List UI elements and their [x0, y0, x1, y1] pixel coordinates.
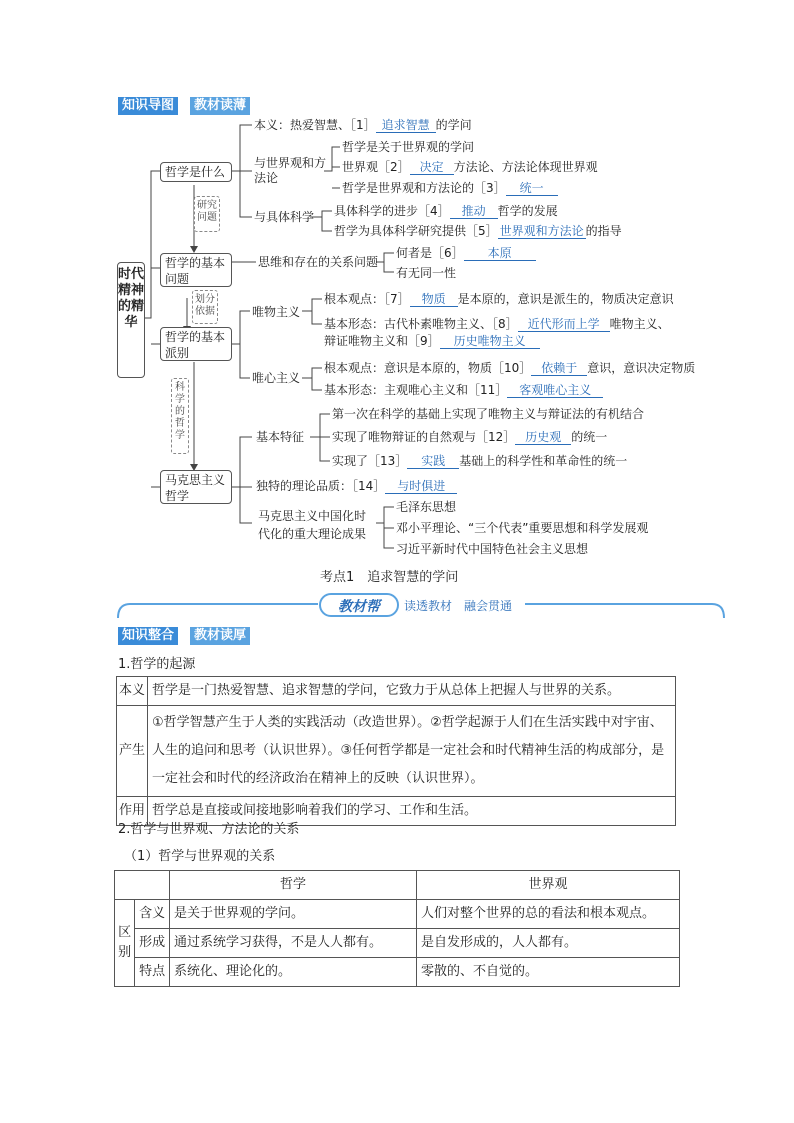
- origin-table: [116, 676, 676, 826]
- line-2c: 哲学是世界观和方法论的［3］ 统一: [342, 181, 558, 196]
- table-row: [115, 929, 680, 958]
- answer-8: 近代形而上学: [518, 317, 610, 332]
- line-7b: 实现了唯物辩证的自然观与［12］ 历史观 的统一: [332, 430, 608, 444]
- root-node-era-spirit: 时代精神的精华: [117, 262, 145, 378]
- line-4-label: 思维和存在的关系问题: [258, 255, 379, 269]
- line-7-label: 基本特征: [256, 430, 305, 444]
- cell-philosophy: 系统化、理论化的。: [170, 958, 417, 987]
- row-text: 哲学总是直接或间接地影响着我们的学习、工作和生活。: [148, 797, 676, 826]
- row-label: 本义: [117, 677, 148, 706]
- node-basic-schools: 哲学的基本派别: [160, 327, 232, 361]
- answer-1: 追求智慧: [376, 118, 436, 133]
- banner-title: 教材帮: [338, 599, 380, 615]
- line-3-label: 与具体科学: [254, 210, 315, 224]
- answer-4: 推动: [450, 204, 498, 219]
- row-label: 作用: [117, 797, 148, 826]
- textbook-thin-badge: 教材读薄: [190, 97, 250, 115]
- answer-2: 决定: [410, 160, 454, 175]
- line-5b: 基本形态：古代朴素唯物主义、［8］ 近代形而上学 唯物主义、: [324, 317, 670, 331]
- knowledge-map-badge: 知识导图: [118, 97, 178, 115]
- line-9b: 代化的重大理论成果: [258, 527, 367, 541]
- group-label: 区别: [115, 900, 135, 987]
- answer-3: 统一: [506, 181, 558, 196]
- line-3a: 具体科学的进步［4］ 推动 哲学的发展: [334, 204, 558, 218]
- row-label: 特点: [135, 958, 170, 987]
- line-2a: 哲学是关于世界观的学问: [342, 140, 475, 154]
- cell-worldview: 人们对整个世界的总的看法和根本观点。: [417, 900, 680, 929]
- cell-philosophy: 是关于世界观的学问。: [170, 900, 417, 929]
- answer-7: 物质: [410, 292, 458, 307]
- line-8: 独特的理论品质：［14］ 与时俱进: [256, 479, 457, 494]
- node-marxist-philosophy: 马克思主义哲学: [160, 470, 232, 504]
- banner-subtitle: 读透教材 融会贯通: [404, 599, 513, 613]
- line-4b: 有无同一性: [396, 266, 457, 280]
- table-row: [115, 871, 680, 900]
- node-basic-question: 哲学的基本问题: [160, 253, 232, 287]
- line-4a: 何者是［6］ 本原: [396, 246, 536, 261]
- answer-5: 世界观和方法论: [499, 224, 584, 238]
- line-7c: 实现了［13］ 实践 基础上的科学性和革命性的统一: [332, 454, 628, 468]
- line-5c: 辩证唯物主义和［9］ 历史唯物主义: [324, 334, 540, 349]
- answer-14: 与时俱进: [385, 479, 457, 494]
- connector-division-basis: 划分依据: [192, 290, 218, 324]
- row-text: ①哲学智慧产生于人类的实践活动（改造世界）。②哲学起源于人们在生活实践中对宇宙、人生的追问和思考（认识世界）。③任何哲学都是一定社会和时代精神生活的构成部分，是一定社会和时代的经济政治在精神上的反映（认识世界）。: [148, 706, 676, 797]
- answer-12: 历史观: [515, 430, 571, 445]
- cell-worldview: 零散的、不自觉的。: [417, 958, 680, 987]
- s1-heading: 1.哲学的起源: [118, 657, 196, 672]
- line-5-label: 唯物主义: [252, 305, 301, 319]
- row-label: 形成: [135, 929, 170, 958]
- table-row: [117, 706, 676, 797]
- answer-10: 依赖于: [531, 361, 587, 376]
- line-9a: 马克思主义中国化时: [258, 509, 367, 523]
- answer-11: 客观唯心主义: [507, 383, 603, 398]
- row-label: 含义: [135, 900, 170, 929]
- table-row: [115, 958, 680, 987]
- line-6a: 根本观点：意识是本原的，物质［10］ 依赖于 意识，意识决定物质: [324, 361, 696, 375]
- section-title: 考点1 追求智慧的学问: [320, 570, 459, 585]
- s2-subheading: （1）哲学与世界观的关系: [124, 849, 276, 864]
- line-2b: 世界观［2］ 决定 方法论、方法论体现世界观: [342, 160, 598, 174]
- answer-6: 本原: [464, 246, 536, 261]
- connector-research-question: 研究问题: [194, 196, 220, 232]
- line-5a: 根本观点：［7］ 物质 是本原的，意识是派生的，物质决定意识: [324, 292, 674, 306]
- table-row: [117, 677, 676, 706]
- line-6b: 基本形态：主观唯心主义和［11］ 客观唯心主义: [324, 383, 603, 398]
- textbook-thick-badge: 教材读厚: [190, 627, 250, 645]
- answer-9: 历史唯物主义: [440, 334, 540, 349]
- philosophy-worldview-table: [114, 870, 680, 987]
- knowledge-integration-badge: 知识整合: [118, 627, 178, 645]
- row-text: 哲学是一门热爱智慧、追求智慧的学问，它致力于从总体上把握人与世界的关系。: [148, 677, 676, 706]
- line-3b: 哲学为具体科学研究提供［5］ 世界观和方法论 的指导: [334, 224, 622, 238]
- line-2-label: 与世界观和方法论: [254, 156, 327, 185]
- connector-scientific-philosophy: 科学的哲学: [171, 378, 189, 454]
- col-header-philosophy: 哲学: [170, 871, 417, 900]
- line-9d: 邓小平理论、“三个代表”重要思想和科学发展观: [396, 521, 649, 535]
- line-9c: 毛泽东思想: [396, 500, 457, 514]
- node-what-is-philosophy: 哲学是什么: [160, 162, 232, 182]
- row-label: 产生: [117, 706, 148, 797]
- line-9e: 习近平新时代中国特色社会主义思想: [396, 542, 589, 556]
- col-header-worldview: 世界观: [417, 871, 680, 900]
- line-6-label: 唯心主义: [252, 371, 301, 385]
- s2-heading: 2.哲学与世界观、方法论的关系: [118, 822, 300, 837]
- cell-philosophy: 通过系统学习获得，不是人人都有。: [170, 929, 417, 958]
- cell-worldview: 是自发形成的，人人都有。: [417, 929, 680, 958]
- line-1: 本义：热爱智慧、［1］ 追求智慧 的学问: [254, 118, 472, 132]
- line-7a: 第一次在科学的基础上实现了唯物主义与辩证法的有机结合: [332, 407, 645, 421]
- table-row: [115, 900, 680, 929]
- answer-13: 实践: [407, 454, 459, 469]
